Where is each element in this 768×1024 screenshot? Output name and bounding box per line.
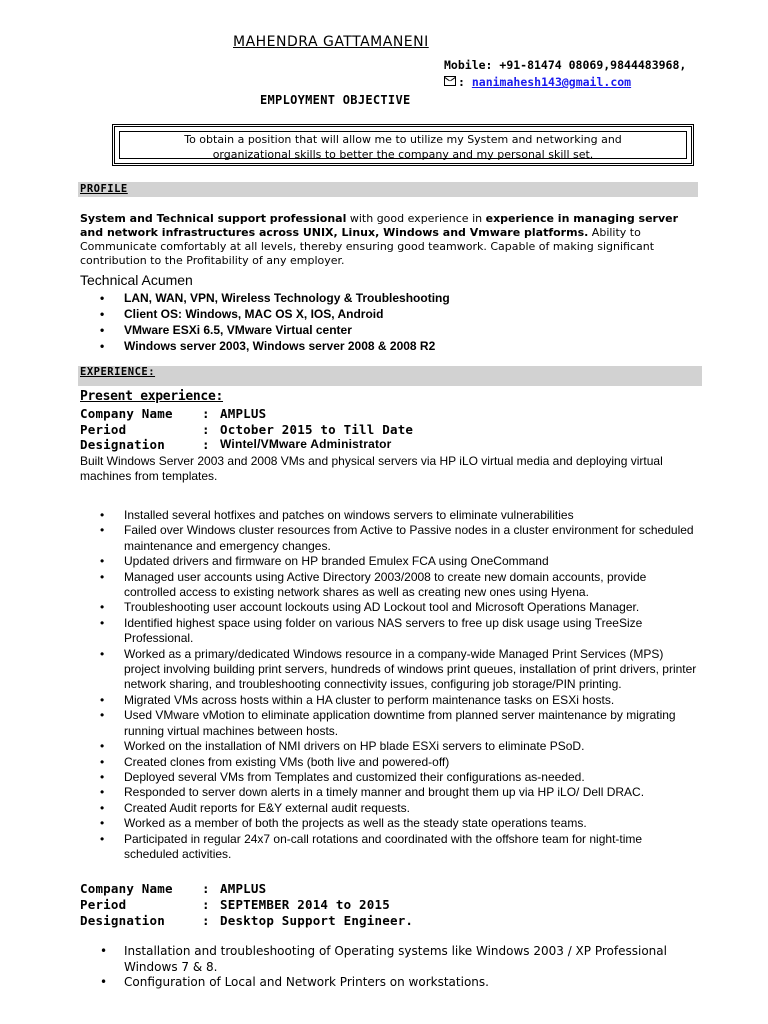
mobile-value: +91-81474 08069,9844483968, — [499, 58, 687, 72]
list-item: • Identified highest space using folder on various NAS servers to free up disk usage using TreeSize Professional. — [124, 616, 700, 647]
colon: : — [202, 881, 210, 896]
colon: : — [202, 897, 210, 912]
list-item: • Responded to server down alerts in a timely manner and brought them up via HP iLO/ Dell DRAC. — [124, 785, 700, 800]
list-item: • Troubleshooting user account lockouts using AD Lockout tool and Microsoft Operations Manager. — [124, 600, 700, 615]
mobile-label: Mobile: — [444, 58, 500, 72]
company-label: Company Name — [80, 406, 173, 421]
objective-line-2: organizational skills to better the company and my personal skill set. — [212, 148, 594, 161]
objective-text — [119, 131, 687, 159]
list-item: • Worked as a member of both the projects as well as the steady state operations teams. — [124, 816, 700, 831]
list-item: • Worked as a primary/dedicated Windows resource in a company-wide Managed Print Services (MPS) project involving building print servers, hundreds of windows print queues, installation of print drivers, printer network sharing, and troubleshooting connectivity issues, configuring job storage/PIN printing. — [124, 647, 700, 693]
job2-designation-row — [80, 913, 680, 929]
email-line — [444, 75, 631, 89]
list-item: • Failed over Windows cluster resources from Active to Passive nodes in a cluster environment for scheduled maintenance and emergency changes. — [124, 523, 700, 554]
colon: : — [202, 437, 210, 452]
list-item: • Created Audit reports for E&Y external audit requests. — [124, 801, 700, 816]
email-link[interactable]: nanimahesh143@gmail.com — [471, 75, 632, 89]
list-item: • Managed user accounts using Active Directory 2003/2008 to create new domain accounts, provide controlled access to existing network shares as well as creating new ones using Hyena. — [124, 570, 700, 601]
job2-company-row — [80, 881, 680, 897]
designation-value: Desktop Support Engineer. — [220, 913, 414, 928]
experience-heading: EXPERIENCE: — [80, 366, 156, 378]
company-label: Company Name — [80, 881, 173, 896]
profile-paragraph — [80, 212, 700, 268]
period-value: October 2015 to Till Date — [220, 422, 414, 437]
period-value: SEPTEMBER 2014 to 2015 — [220, 897, 390, 912]
list-item: • VMware ESXi 6.5, VMware Virtual center — [124, 322, 450, 338]
period-label: Period — [80, 422, 127, 437]
candidate-name: MAHENDRA GATTAMANENI — [233, 34, 429, 50]
list-item: • Client OS: Windows, MAC OS X, IOS, Android — [124, 306, 450, 322]
job1-summary: Built Windows Server 2003 and 2008 VMs and physical servers via HP iLO virtual media and deploying virtual machines from templates. — [80, 454, 663, 483]
list-item: • Participated in regular 24x7 on-call rotations and coordinated with the offshore team for night-time scheduled activities. — [124, 832, 700, 863]
colon: : — [202, 406, 210, 421]
job1-period-row — [80, 422, 680, 438]
designation-value: Wintel/VMware Administrator — [220, 437, 392, 451]
list-item: • LAN, WAN, VPN, Wireless Technology & Troubleshooting — [124, 290, 450, 306]
profile-text-1: with good experience in — [346, 212, 486, 225]
profile-text-2: Ability to Communicate comfortably at all levels, thereby ensuring good teamwork. Capable of making significant contribution to the Profitability of any employer. — [80, 226, 655, 267]
list-item: • Used VMware vMotion to eliminate application downtime from planned server maintenance by migrating running virtual machines between hosts. — [124, 708, 700, 739]
email-separator: : — [458, 75, 472, 89]
objective-box — [112, 124, 694, 166]
list-item: • Created clones from existing VMs (both live and powered-off) — [124, 755, 700, 770]
company-value: AMPLUS — [220, 881, 267, 896]
list-item: • Deployed several VMs from Templates and customized their configurations as-needed. — [124, 770, 700, 785]
job1-designation-row — [80, 437, 680, 453]
list-item: • Configuration of Local and Network Printers on workstations. — [124, 975, 714, 991]
present-experience-heading: Present experience: — [80, 389, 224, 404]
company-value: AMPLUS — [220, 406, 267, 421]
list-item: • Installed several hotfixes and patches on windows servers to eliminate vulnerabilities — [124, 508, 700, 523]
job2-period-row — [80, 897, 680, 913]
envelope-icon — [444, 76, 456, 86]
list-item: • Windows server 2003, Windows server 2008 & 2008 R2 — [124, 338, 450, 354]
mobile-line — [444, 58, 686, 72]
technical-list — [124, 290, 450, 354]
profile-bold-2: experience in managing server and network infrastructures across UNIX, Linux, Windows and Vmware platforms. — [80, 212, 679, 239]
objective-heading: EMPLOYMENT OBJECTIVE — [260, 93, 411, 107]
colon: : — [202, 913, 210, 928]
list-item: • Worked on the installation of NMI drivers on HP blade ESXi servers to eliminate PSoD. — [124, 739, 700, 754]
designation-label: Designation — [80, 913, 165, 928]
colon: : — [202, 422, 210, 437]
period-label: Period — [80, 897, 127, 912]
job1-company-row — [80, 406, 680, 422]
list-item: • Migrated VMs across hosts within a HA cluster to perform maintenance tasks on ESXi hosts. — [124, 693, 700, 708]
list-item: • Installation and troubleshooting of Operating systems like Windows 2003 / XP Professional Windows 7 & 8. — [124, 944, 714, 975]
designation-label: Designation — [80, 437, 165, 452]
technical-heading: Technical Acumen — [80, 272, 193, 288]
job1-duties-list — [124, 508, 700, 862]
experience-section-bar — [78, 366, 702, 386]
profile-heading: PROFILE — [80, 183, 128, 195]
objective-line-1: To obtain a position that will allow me to utilize my System and networking and — [184, 133, 622, 146]
profile-bold-1: System and Technical support professional — [80, 212, 347, 225]
profile-section-bar — [78, 182, 698, 197]
job2-duties-list — [124, 944, 714, 991]
list-item: • Updated drivers and firmware on HP branded Emulex FCA using OneCommand — [124, 554, 700, 569]
